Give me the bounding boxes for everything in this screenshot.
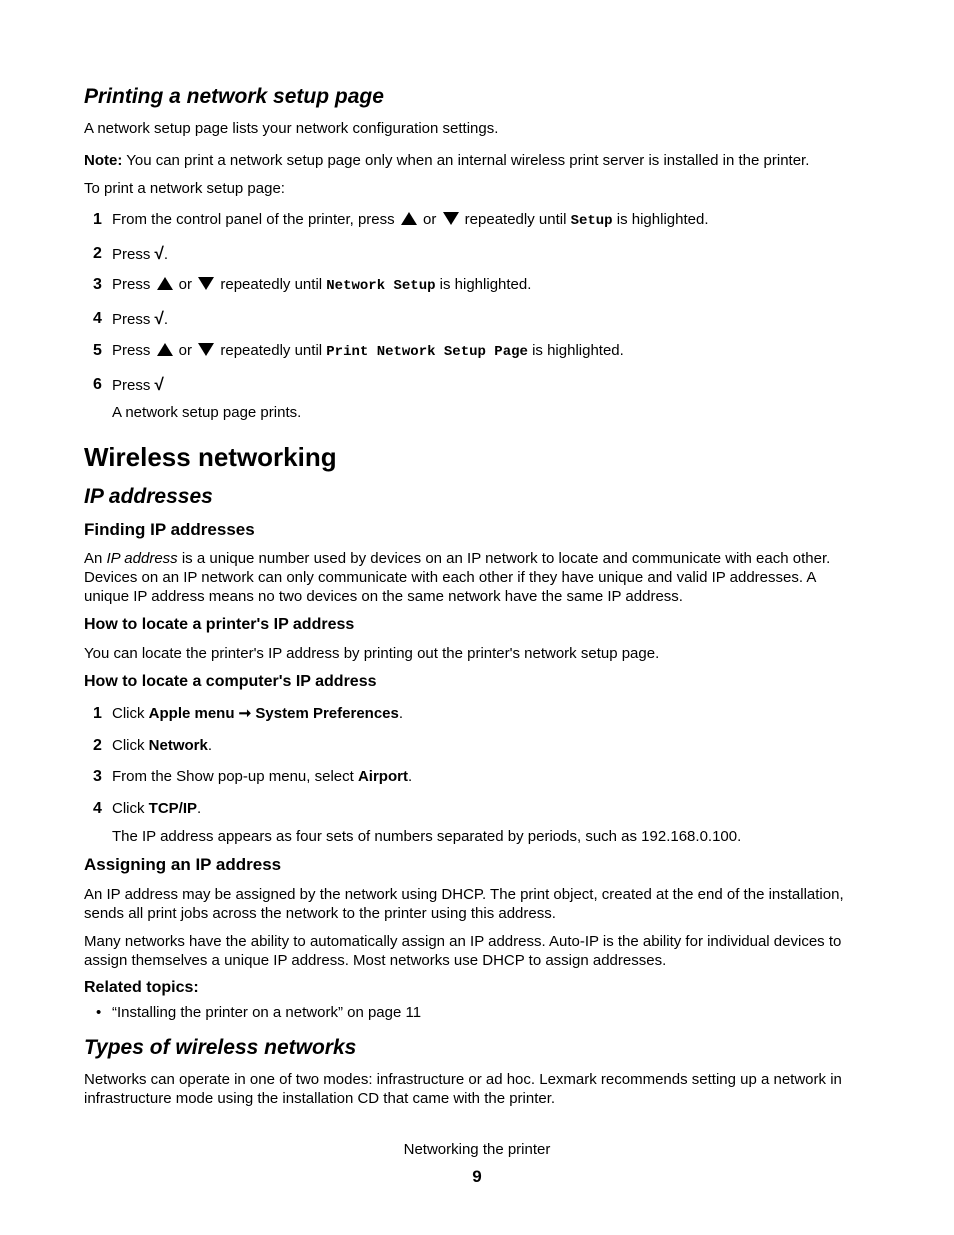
computer-step-4 (84, 799, 884, 819)
note-text: You can print a network setup page only when an internal wireless print server is installed in the printer. (122, 152, 810, 169)
lead-text: To print a network setup page: (84, 180, 285, 197)
step-text: Click Apple menu ➞ System Preferences. (112, 705, 404, 722)
step-text: Press or repeatedly until Print Network Setup Page is highlighted. (112, 342, 624, 360)
up-arrow-icon (401, 212, 417, 225)
step-text: Click TCP/IP. (112, 800, 202, 817)
step-1 (84, 210, 884, 230)
step-text: Click Network. (112, 737, 213, 754)
printer-ip-text: You can locate the printer's IP address by printing out the printer's network setup page. (84, 645, 660, 662)
printer-ip-title: How to locate a printer's IP address (84, 616, 355, 633)
step-number: 3 (93, 276, 102, 293)
subsection-title-finding-ip: Finding IP addresses (84, 520, 255, 539)
step-number: 1 (93, 211, 102, 228)
step-number: 2 (93, 737, 102, 754)
step-number: 6 (93, 376, 102, 393)
menu-code: Setup (570, 213, 613, 229)
checkmark-icon: √ (154, 375, 164, 394)
types-paragraph: Networks can operate in one of two modes: infrastructure or ad hoc. Lexmark recommends setting up a network in infrastructure mode using the installation CD that came with the printer. (84, 1071, 842, 1107)
step-text: Press √. (112, 244, 169, 263)
arrow-right-icon: ➞ (234, 705, 256, 722)
up-arrow-icon (157, 277, 173, 290)
related-topic-link[interactable]: “Installing the printer on a network” on page 11 (112, 1004, 422, 1021)
note (84, 151, 809, 170)
step-6 (84, 375, 884, 395)
step-number: 4 (93, 800, 102, 817)
assign-paragraph-2: Many networks have the ability to automatically assign an IP address. Auto-IP is the ability for individual devices to assign themselves a unique IP address. Most networks use DHCP to assign addresses. (84, 933, 842, 969)
assign-paragraph-1: An IP address may be assigned by the network using DHCP. The print object, created at the end of the installation, sends all print jobs across the network to the printer using this address. (84, 886, 844, 922)
step-4 (84, 309, 884, 329)
step-number: 4 (93, 310, 102, 327)
step-text: From the Show pop-up menu, select Airport. (112, 768, 413, 785)
related-topics-title: Related topics: (84, 979, 199, 996)
page-number: 9 (472, 1167, 482, 1186)
step-number: 3 (93, 768, 102, 785)
section-title-types-wireless: Types of wireless networks (84, 1036, 357, 1059)
step-2 (84, 244, 884, 264)
computer-step-3 (84, 767, 884, 787)
computer-step-result: The IP address appears as four sets of numbers separated by periods, such as 192.168.0.100. (112, 828, 742, 845)
up-arrow-icon (157, 343, 173, 356)
chapter-title-wireless-networking: Wireless networking (84, 442, 337, 472)
down-arrow-icon (198, 277, 214, 290)
section-title-network-setup-page: Printing a network setup page (84, 85, 384, 108)
down-arrow-icon (443, 212, 459, 225)
step-text: Press √. (112, 309, 169, 328)
step-text: Press or repeatedly until Network Setup is highlighted. (112, 276, 532, 294)
step-number: 5 (93, 342, 102, 359)
note-label: Note: (84, 152, 123, 169)
computer-step-1 (84, 704, 884, 724)
step-5 (84, 341, 884, 361)
menu-code: Network Setup (326, 278, 436, 294)
section-title-ip-addresses: IP addresses (84, 485, 213, 508)
down-arrow-icon (198, 343, 214, 356)
intro-text: A network setup page lists your network configuration settings. (84, 120, 499, 137)
related-topic-item[interactable] (84, 1003, 884, 1023)
step-3 (84, 275, 884, 295)
computer-ip-title: How to locate a computer's IP address (84, 673, 377, 690)
checkmark-icon: √ (154, 244, 164, 263)
computer-step-2 (84, 736, 884, 756)
step-text: From the control panel of the printer, press or repeatedly until Setup is highlighted. (112, 211, 709, 229)
step-text: Press √ (112, 375, 164, 394)
footer-section-name: Networking the printer (403, 1141, 551, 1158)
bullet-icon: • (96, 1004, 102, 1021)
step-number: 1 (93, 705, 102, 722)
finding-paragraph: An IP address is a unique number used by devices on an IP network to locate and communicate with each other. Devices on an IP network can only communicate with each other if they have unique and valid IP addresses. A unique IP address means no two devices on the same network have the same IP address. (84, 550, 831, 605)
checkmark-icon: √ (154, 309, 164, 328)
subsection-title-assigning-ip: Assigning an IP address (84, 855, 282, 874)
menu-code: Print Network Setup Page (326, 344, 528, 360)
step-result: A network setup page prints. (112, 404, 302, 421)
step-number: 2 (93, 245, 102, 262)
